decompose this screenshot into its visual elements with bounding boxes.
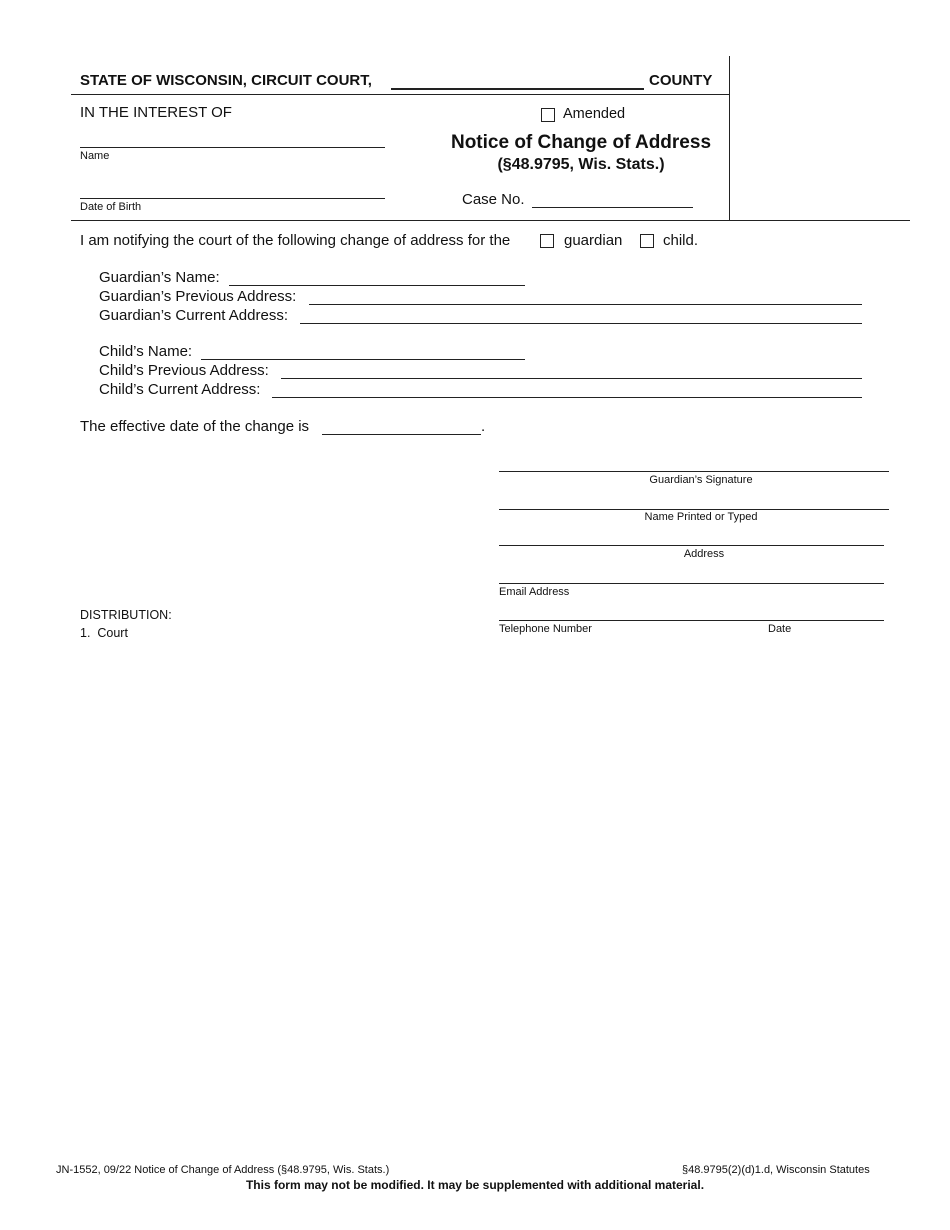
court-heading: STATE OF WISCONSIN, CIRCUIT COURT, xyxy=(80,72,372,89)
effective-date-input[interactable] xyxy=(322,434,481,435)
distribution-item-court: 1. Court xyxy=(80,626,128,640)
distribution-label: DISTRIBUTION: xyxy=(80,608,172,622)
name-input-line[interactable] xyxy=(80,147,385,148)
county-input-line[interactable] xyxy=(391,88,644,90)
guardian-name-label: Guardian’s Name: xyxy=(99,269,220,286)
child-previous-address-input[interactable] xyxy=(281,378,862,379)
telephone-label: Telephone Number xyxy=(499,623,592,635)
guardian-signature-line[interactable] xyxy=(499,471,889,472)
name-printed-line[interactable] xyxy=(499,509,889,510)
guardian-option-label: guardian xyxy=(564,232,623,249)
footer-form-id: JN-1552, 09/22 Notice of Change of Address (§48.9795, Wis. Stats.) xyxy=(56,1164,390,1176)
child-name-label: Child’s Name: xyxy=(99,343,193,360)
guardian-name-input[interactable] xyxy=(229,285,525,286)
child-current-address-label: Child’s Current Address: xyxy=(99,381,261,398)
effective-date-text: The effective date of the change is xyxy=(80,418,310,435)
dob-input-line[interactable] xyxy=(80,198,385,199)
header-rule xyxy=(71,94,729,95)
child-name-input[interactable] xyxy=(201,359,525,360)
child-checkbox[interactable] xyxy=(640,234,654,248)
form-title: Notice of Change of Address xyxy=(450,132,712,153)
email-label: Email Address xyxy=(499,586,570,598)
dob-label: Date of Birth xyxy=(80,201,142,213)
amended-checkbox[interactable] xyxy=(541,108,555,122)
child-option-label: child. xyxy=(663,232,699,249)
telephone-date-line[interactable] xyxy=(499,620,884,621)
guardian-previous-address-input[interactable] xyxy=(309,304,862,305)
email-line[interactable] xyxy=(499,583,884,584)
notify-text: I am notifying the court of the following change of address for the xyxy=(80,232,511,249)
footer-notice: This form may not be modified. It may be supplemented with additional material. xyxy=(245,1178,705,1192)
in-interest-of-label: IN THE INTEREST OF xyxy=(80,104,232,121)
address-line[interactable] xyxy=(499,545,884,546)
date-label: Date xyxy=(768,623,792,635)
name-printed-label: Name Printed or Typed xyxy=(644,511,758,523)
guardian-current-address-label: Guardian’s Current Address: xyxy=(99,307,288,324)
child-current-address-input[interactable] xyxy=(272,397,862,398)
child-previous-address-label: Child’s Previous Address: xyxy=(99,362,269,379)
county-label: COUNTY xyxy=(649,72,713,89)
guardian-signature-label: Guardian’s Signature xyxy=(649,474,753,486)
footer-statute: §48.9795(2)(d)1.d, Wisconsin Statutes xyxy=(682,1164,870,1176)
address-label: Address xyxy=(683,548,725,560)
case-no-input-line[interactable] xyxy=(532,207,693,208)
case-no-label: Case No. xyxy=(462,191,525,208)
guardian-previous-address-label: Guardian’s Previous Address: xyxy=(99,288,297,305)
name-label: Name xyxy=(80,150,110,162)
guardian-checkbox[interactable] xyxy=(540,234,554,248)
form-subtitle: (§48.9795, Wis. Stats.) xyxy=(497,156,665,173)
effective-date-period: . xyxy=(481,418,486,435)
header-bottom-rule xyxy=(71,220,910,221)
guardian-current-address-input[interactable] xyxy=(300,323,862,324)
amended-label: Amended xyxy=(563,106,626,122)
